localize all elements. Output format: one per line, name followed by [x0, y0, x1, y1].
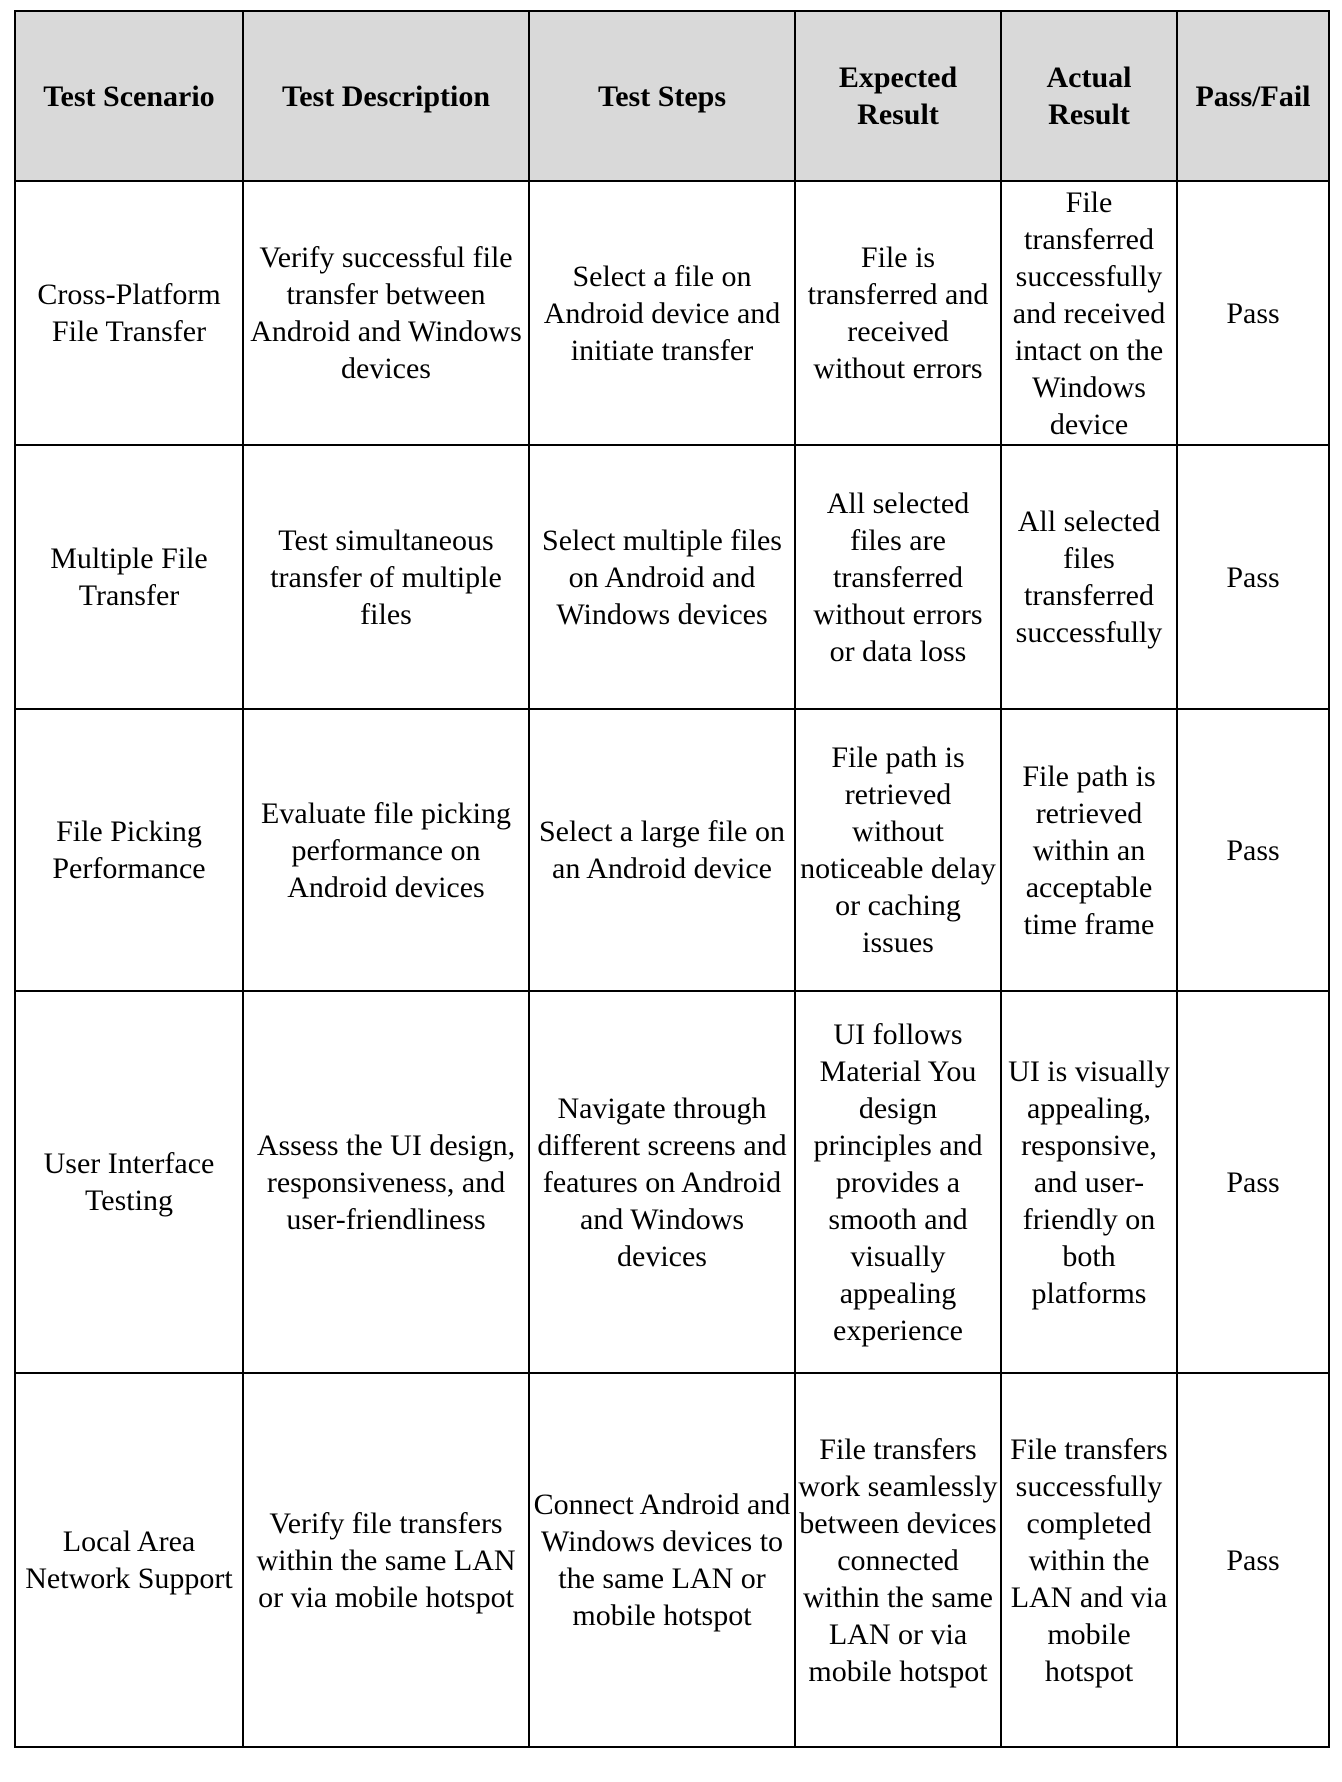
- test-results-table: [14, 10, 1330, 1748]
- cell-steps: Select multiple files on Android and Windows devices: [529, 445, 795, 709]
- cell-actual: File transferred successfully and received intact on the Windows device: [1001, 181, 1177, 445]
- table-row: [15, 181, 1329, 445]
- cell-steps: Navigate through different screens and features on Android and Windows devices: [529, 991, 795, 1373]
- cell-actual: File path is retrieved within an acceptable time frame: [1001, 709, 1177, 991]
- cell-result: Pass: [1177, 445, 1329, 709]
- table-row: [15, 991, 1329, 1373]
- cell-result: Pass: [1177, 1373, 1329, 1747]
- table-header-row: [15, 11, 1329, 181]
- table-row: [15, 1373, 1329, 1747]
- cell-expected: All selected files are transferred without errors or data loss: [795, 445, 1001, 709]
- header-actual-result: Actual Result: [1001, 11, 1177, 181]
- cell-result: Pass: [1177, 709, 1329, 991]
- cell-scenario: User Interface Testing: [15, 991, 243, 1373]
- cell-description: Verify successful file transfer between Android and Windows devices: [243, 181, 529, 445]
- cell-result: Pass: [1177, 181, 1329, 445]
- cell-steps: Select a file on Android device and initiate transfer: [529, 181, 795, 445]
- cell-expected: File path is retrieved without noticeable delay or caching issues: [795, 709, 1001, 991]
- cell-actual: UI is visually appealing, responsive, and user-friendly on both platforms: [1001, 991, 1177, 1373]
- cell-steps: Connect Android and Windows devices to the same LAN or mobile hotspot: [529, 1373, 795, 1747]
- cell-expected: File transfers work seamlessly between devices connected within the same LAN or via mobile hotspot: [795, 1373, 1001, 1747]
- cell-description: Assess the UI design, responsiveness, and user-friendliness: [243, 991, 529, 1373]
- cell-steps: Select a large file on an Android device: [529, 709, 795, 991]
- cell-expected: UI follows Material You design principles and provides a smooth and visually appealing experience: [795, 991, 1001, 1373]
- table-row: [15, 445, 1329, 709]
- table-row: [15, 709, 1329, 991]
- cell-description: Test simultaneous transfer of multiple files: [243, 445, 529, 709]
- cell-scenario: File Picking Performance: [15, 709, 243, 991]
- cell-description: Verify file transfers within the same LAN or via mobile hotspot: [243, 1373, 529, 1747]
- cell-scenario: Multiple File Transfer: [15, 445, 243, 709]
- header-expected-result: Expected Result: [795, 11, 1001, 181]
- header-test-steps: Test Steps: [529, 11, 795, 181]
- cell-expected: File is transferred and received without errors: [795, 181, 1001, 445]
- header-test-description: Test Description: [243, 11, 529, 181]
- header-test-scenario: Test Scenario: [15, 11, 243, 181]
- cell-scenario: Cross-Platform File Transfer: [15, 181, 243, 445]
- cell-actual: File transfers successfully completed within the LAN and via mobile hotspot: [1001, 1373, 1177, 1747]
- cell-result: Pass: [1177, 991, 1329, 1373]
- cell-description: Evaluate file picking performance on Android devices: [243, 709, 529, 991]
- cell-actual: All selected files transferred successfully: [1001, 445, 1177, 709]
- cell-scenario: Local Area Network Support: [15, 1373, 243, 1747]
- header-pass-fail: Pass/Fail: [1177, 11, 1329, 181]
